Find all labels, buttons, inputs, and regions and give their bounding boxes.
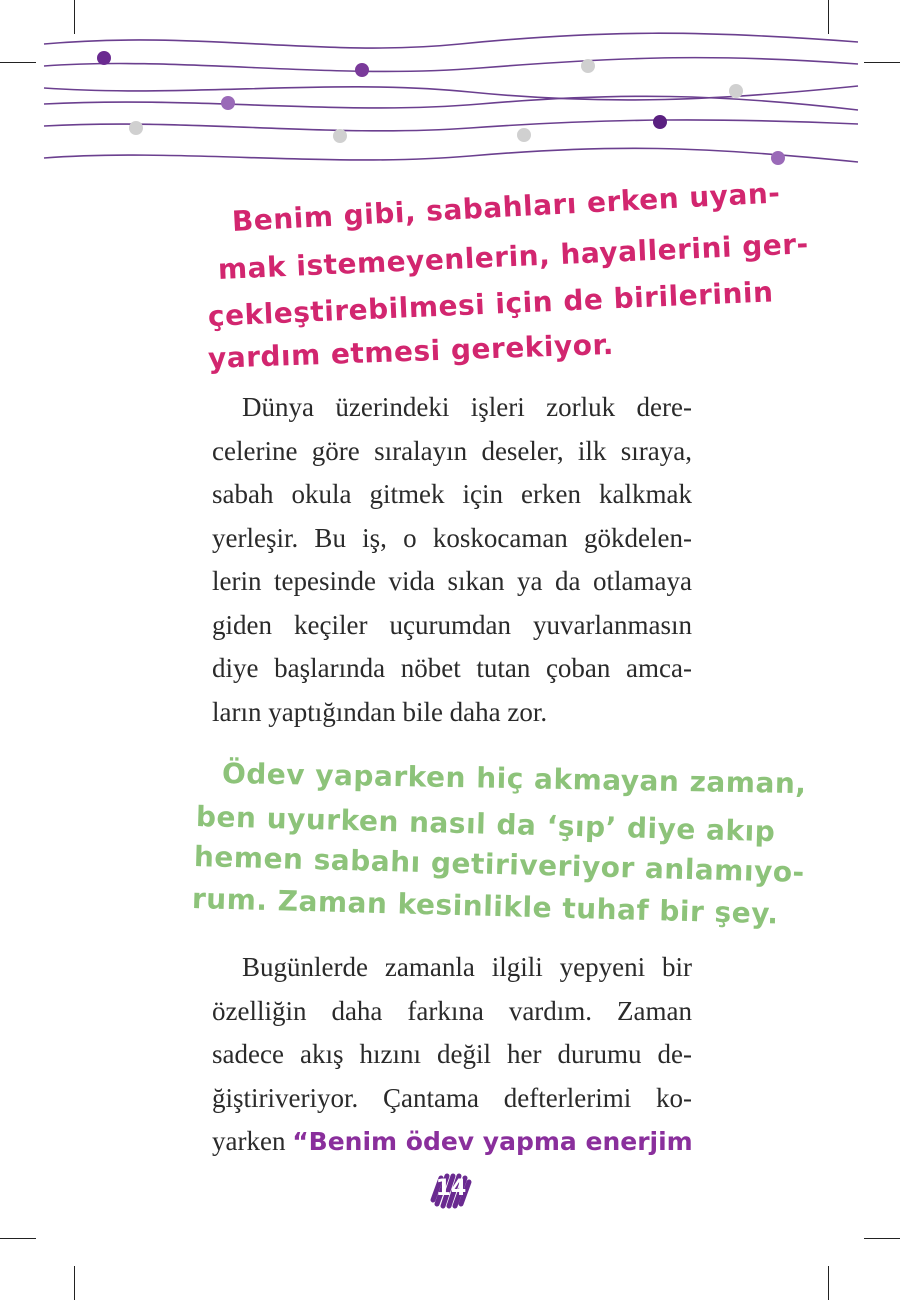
- crop-mark: [864, 1238, 900, 1239]
- pom-pom-dots: [97, 51, 785, 165]
- paragraph-line: diye başlarında nöbet tutan çoban amca-: [212, 653, 692, 683]
- quote-middle-line: Ödev yaparken hiç akmayan zaman,: [221, 757, 807, 801]
- paragraph-line: giden keçiler uçurumdan yuvarlanmasın: [212, 609, 692, 640]
- inline-handwritten-quote: “Benim ödev yapma enerjim: [292, 1127, 693, 1156]
- quote-top-line: yardım etmesi gerekiyor.: [207, 327, 615, 375]
- wavy-lines-decoration: [0, 0, 900, 180]
- crop-mark: [0, 1238, 36, 1239]
- quote-top-line: çekleştirebilmesi için de birilerinin: [207, 275, 775, 333]
- paragraph-line: Bugünlerde zamanla ilgili yepyeni bir: [242, 952, 692, 982]
- paragraph-line: celerine göre sıralayın deseler, ilk sıraya,: [212, 435, 692, 466]
- quote-middle-line: rum. Zaman kesinlikle tuhaf bir şey.: [191, 882, 779, 931]
- crop-mark: [74, 1266, 75, 1300]
- crop-mark: [828, 1266, 829, 1300]
- page-number-text: 14: [435, 1176, 467, 1201]
- paragraph-2: [212, 946, 692, 1164]
- paragraph-line: ğiştiriveriyor. Çantama defterlerimi ko-: [212, 1082, 692, 1113]
- paragraph-line: sadece akış hızını değil her durumu de-: [212, 1039, 692, 1069]
- paragraph-1: [212, 386, 692, 734]
- page-number: [427, 1170, 475, 1212]
- paragraph-text: yarken: [212, 1126, 293, 1156]
- quote-middle-line: hemen sabahı getiriveriyor anlamıyo-: [193, 840, 806, 889]
- quote-middle-line: ben uyurken nasıl da ‘şıp’ diye akıp: [195, 800, 776, 849]
- paragraph-line: [212, 1120, 692, 1164]
- paragraph-line: Dünya üzerindeki işleri zorluk dere-: [242, 392, 692, 422]
- paragraph-line: yerleşir. Bu iş, o koskocaman gökdelen-: [212, 522, 692, 553]
- quote-top-line: Benim gibi, sabahları erken uyan-: [231, 176, 782, 238]
- quote-top-line: mak istemeyenlerin, hayallerini ger-: [217, 227, 810, 286]
- paragraph-line: özelliğin daha farkına vardım. Zaman: [212, 995, 692, 1026]
- paragraph-line: ların yaptığından bile daha zor.: [212, 696, 548, 727]
- paragraph-line: sabah okula gitmek için erken kalkmak: [212, 479, 692, 509]
- paragraph-line: lerin tepesinde vida sıkan ya da otlamaya: [212, 566, 692, 596]
